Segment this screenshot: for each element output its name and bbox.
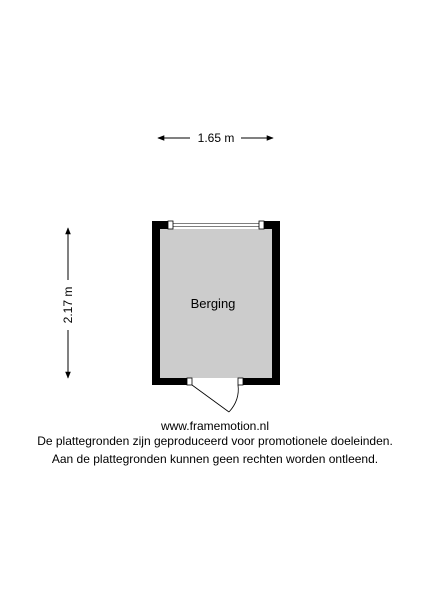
height-dimension-label: 2.17 m (61, 286, 75, 324)
room-label: Berging (190, 296, 236, 311)
footer-disclaimer-1: De plattegronden zijn geproduceerd voor promotionele doeleinden. (37, 434, 393, 448)
height-dimension (61, 228, 75, 378)
footer-disclaimer-2: Aan de plattegronden kunnen geen rechten worden ontleend. (51, 452, 379, 466)
door-leaf (192, 385, 229, 412)
door-swing-arc (229, 385, 238, 412)
width-dimension (158, 131, 273, 145)
window-top (168, 221, 264, 229)
footer-url: www.framemotion.nl (160, 419, 270, 433)
room-berging (152, 221, 280, 412)
door-bottom (187, 378, 243, 412)
width-dimension-label: 1.65 m (197, 131, 235, 145)
